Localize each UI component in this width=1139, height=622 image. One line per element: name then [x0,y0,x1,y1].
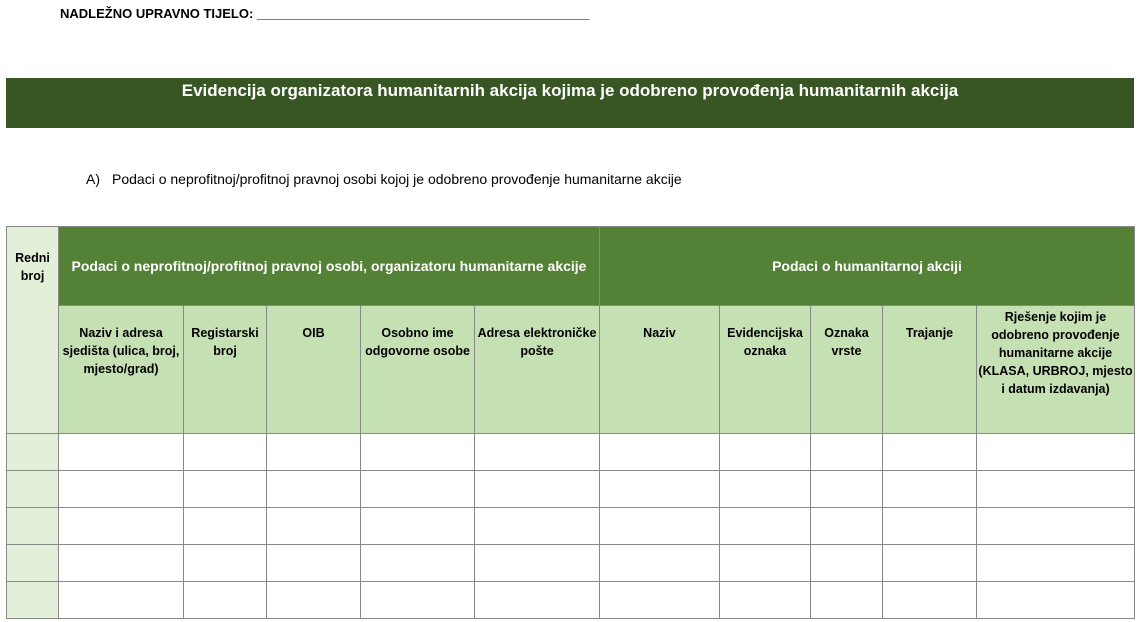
table-cell[interactable] [361,434,475,471]
header-group-action: Podaci o humanitarnoj akciji [600,227,1135,306]
row-number-cell[interactable] [7,434,59,471]
table-cell[interactable] [883,434,977,471]
column-header-label: OIB [302,326,325,340]
column-header-label: Trajanje [905,326,954,340]
table-cell[interactable] [977,471,1135,508]
document-title: Evidencija organizatora humanitarnih akcija kojima je odobreno provođenja humanitarnih akcija [181,81,959,100]
table-cell[interactable] [811,582,883,619]
table-cell[interactable] [59,471,184,508]
column-header [267,306,361,434]
header-group-legal-entity: Podaci o neprofitnoj/profitnoj pravnoj osobi, organizatoru humanitarne akcije [59,227,600,306]
column-header [883,306,977,434]
table-cell[interactable] [600,434,720,471]
table-cell[interactable] [977,434,1135,471]
table-cell[interactable] [184,434,267,471]
column-header [361,306,475,434]
table-cell[interactable] [720,582,811,619]
table-cell[interactable] [600,545,720,582]
table-cell[interactable] [59,582,184,619]
table-cell[interactable] [600,582,720,619]
column-header [811,306,883,434]
table-cell[interactable] [59,508,184,545]
column-header [475,306,600,434]
table-row [7,508,1135,545]
column-header-label: Adresa elektroničke pošte [477,326,597,358]
table-cell[interactable] [811,545,883,582]
row-number-cell[interactable] [7,545,59,582]
table-cell[interactable] [475,434,600,471]
table-cell[interactable] [977,508,1135,545]
column-header-label: Osobno ime odgovorne osobe [365,326,470,358]
table-cell[interactable] [720,545,811,582]
table-cell[interactable] [475,545,600,582]
table-cell[interactable] [883,471,977,508]
column-header [184,306,267,434]
section-letter: A) [86,171,100,187]
section-a-heading [86,171,682,187]
column-header [600,306,720,434]
table-cell[interactable] [361,582,475,619]
row-number-cell[interactable] [7,582,59,619]
table-row [7,471,1135,508]
table-cell[interactable] [883,545,977,582]
table-cell[interactable] [59,545,184,582]
table-cell[interactable] [267,508,361,545]
section-text: Podaci o neprofitnoj/profitnoj pravnoj osobi kojoj je odobreno provođenje humanitarne akcije [112,171,682,187]
table-cell[interactable] [184,545,267,582]
column-header [720,306,811,434]
table-cell[interactable] [475,508,600,545]
header-redni-broj: Redni broj [7,227,59,434]
column-header-label: Naziv [643,326,676,340]
table-row [7,545,1135,582]
row-number-cell[interactable] [7,471,59,508]
column-header-label: Oznaka vrste [824,326,869,358]
table-cell[interactable] [361,508,475,545]
table-cell[interactable] [184,471,267,508]
table-cell[interactable] [267,545,361,582]
row-number-cell[interactable] [7,508,59,545]
table-cell[interactable] [475,471,600,508]
table-cell[interactable] [267,582,361,619]
authority-label: NADLEŽNO UPRAVNO TIJELO: ______________________________________________ [60,6,590,21]
table-cell[interactable] [720,471,811,508]
table-cell[interactable] [977,545,1135,582]
table-row [7,434,1135,471]
table-cell[interactable] [184,582,267,619]
table-cell[interactable] [600,508,720,545]
table-cell[interactable] [267,434,361,471]
table-cell[interactable] [184,508,267,545]
table-cell[interactable] [720,508,811,545]
table-cell[interactable] [475,582,600,619]
column-header-label: Rješenje kojim je odobreno provođenje humanitarne akcije (KLASA, URBROJ, mjesto i datum izdavanja) [978,310,1133,396]
table-cell[interactable] [811,434,883,471]
column-header-label: Naziv i adresa sjedišta (ulica, broj, mjesto/grad) [62,326,180,376]
table-cell[interactable] [883,582,977,619]
column-header [977,306,1135,434]
table-cell[interactable] [811,508,883,545]
table-cell[interactable] [59,434,184,471]
table-cell[interactable] [361,545,475,582]
column-header-label: Evidencijska oznaka [727,326,803,358]
table-cell[interactable] [977,582,1135,619]
table-cell[interactable] [720,434,811,471]
column-header [59,306,184,434]
table-cell[interactable] [883,508,977,545]
table-cell[interactable] [361,471,475,508]
table-cell[interactable] [600,471,720,508]
table-cell[interactable] [267,471,361,508]
document-title-banner [6,78,1134,128]
table-row [7,582,1135,619]
table-cell[interactable] [811,471,883,508]
column-header-label: Registarski broj [191,326,259,358]
registry-table [6,226,1135,619]
